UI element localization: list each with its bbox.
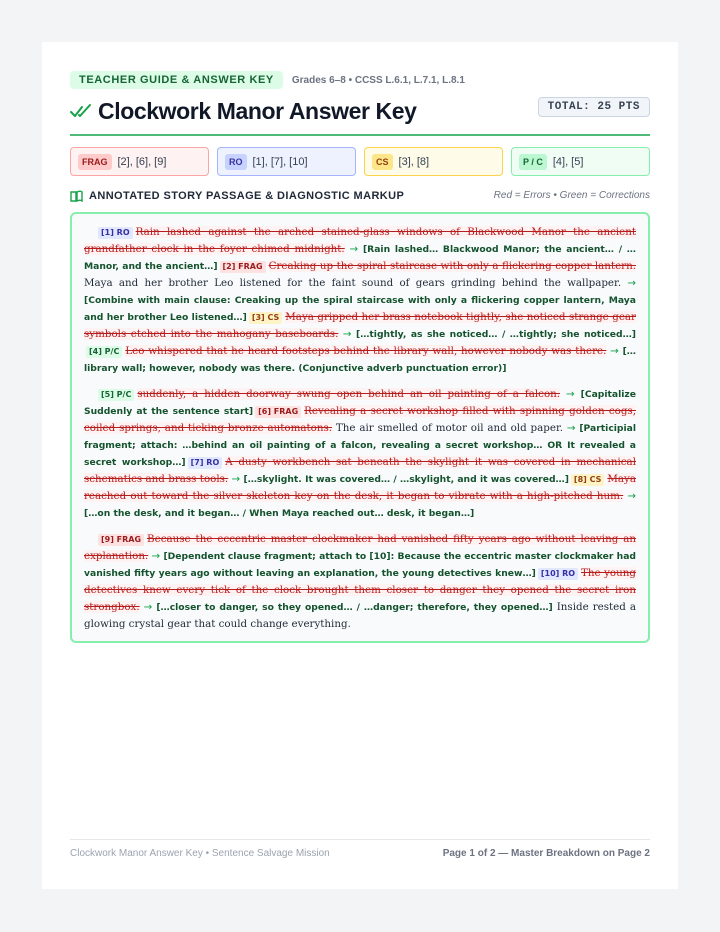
error-type-legend	[70, 147, 650, 176]
correction-text: […library wall; however, nobody was there. (Conjunctive adverb punctuation error)]	[84, 346, 636, 374]
passage-paragraph	[84, 531, 636, 633]
error-number-badge: [1] RO	[98, 227, 133, 239]
error-number-badge: [2] FRAG	[220, 261, 266, 273]
correction-text: [Participial fragment; attach: …behind an oil painting of a falcon, revealing a secret workshop… OR It revealed a secret workshop…]	[84, 423, 636, 468]
footer-divider	[70, 839, 650, 840]
correction-arrow: →	[560, 388, 581, 400]
error-text: A dusty workbench sat beneath the skylight it was covered in mechanical schematics and brass tools.	[84, 456, 636, 485]
error-text: Maya reached out toward the silver skeleton key on the desk, it began to vibrate with a high-pitched hum.	[84, 473, 636, 502]
page-indicator: Page 1 of 2 — Master Breakdown on Page 2	[442, 848, 650, 859]
passage-text: Maya and her brother Leo listened for the faint sound of gears grinding behind the wallpaper.	[84, 277, 628, 289]
answer-key-page	[42, 42, 678, 889]
error-text: The young detectives knew every tick of the clock brought them closer to danger they opened the secret iron strongbox.	[84, 567, 636, 613]
section-header	[70, 188, 650, 204]
passage-text: The air smelled of motor oil and old paper.	[332, 422, 567, 434]
teacher-guide-badge: TEACHER GUIDE & ANSWER KEY	[70, 71, 283, 89]
correction-arrow: →	[606, 345, 623, 357]
total-points-badge: TOTAL: 25 PTS	[538, 97, 650, 117]
legend-items: [4], [5]	[552, 155, 584, 168]
error-text: Rain lashed against the arched stained-glass windows of Blackwood Manor the ancient grandfather clock in the foyer chimed midnight.	[84, 226, 636, 255]
error-text: Leo whispered that he heard footsteps behind the library wall, however nobody was there.	[125, 345, 607, 357]
error-number-badge: [7] RO	[188, 457, 223, 469]
legend-frag	[70, 147, 209, 176]
color-key-note: Red = Errors • Green = Corrections	[493, 190, 650, 201]
legend-tag: RO	[225, 154, 247, 170]
correction-arrow: →	[148, 550, 164, 562]
footer-title: Clockwork Manor Answer Key • Sentence Salvage Mission	[70, 848, 330, 859]
correction-arrow: →	[139, 601, 157, 613]
error-number-badge: [10] RO	[538, 568, 578, 580]
passage-paragraph	[84, 386, 636, 522]
legend-tag: P / C	[519, 154, 547, 170]
error-text: Maya gripped her brass notebook tightly, she noticed strange gear symbols etched into the mahogany baseboards.	[84, 311, 636, 340]
correction-arrow: →	[627, 277, 636, 289]
correction-text: […on the desk, and it began… / When Maya reached out… desk, it began…]	[84, 508, 475, 519]
legend-items: [2], [6], [9]	[117, 155, 167, 168]
page-content	[70, 70, 650, 643]
title-row	[70, 94, 650, 128]
legend-tag: FRAG	[78, 154, 112, 170]
legend-cs	[364, 147, 503, 176]
passage-text: Inside rested a glowing crystal gear that could change everything.	[84, 601, 636, 630]
error-number-badge: [5] P/C	[98, 389, 134, 401]
legend-items: [3], [8]	[398, 155, 430, 168]
error-number-badge: [9] FRAG	[98, 534, 144, 546]
correction-arrow: →	[623, 490, 636, 502]
grades-standards: Grades 6–8 • CCSS L.6.1, L.7.1, L.8.1	[291, 74, 465, 86]
correction-text: [Rain lashed… Blackwood Manor; the ancient… / …Manor, and the ancient…]	[84, 244, 636, 272]
error-text: suddenly, a hidden doorway swung open behind an oil painting of a falcon.	[137, 388, 561, 400]
section-title: ANNOTATED STORY PASSAGE & DIAGNOSTIC MARKUP	[89, 190, 405, 202]
correction-text: [Dependent clause fragment; attach to [10]: Because the eccentric master clockmaker had vanished fifty years ago without leaving an explanation, the young detectives knew…]	[84, 551, 636, 579]
legend-items: [1], [7], [10]	[252, 155, 308, 168]
legend-tag: CS	[372, 154, 393, 170]
correction-arrow: →	[344, 243, 363, 255]
correction-arrow: →	[338, 328, 357, 340]
correction-arrow: →	[566, 422, 580, 434]
error-text: Creaking up the spiral staircase with only a flickering copper lantern.	[268, 260, 636, 272]
title-divider	[70, 134, 650, 136]
correction-text: [Capitalize Suddenly at the sentence start]	[84, 389, 636, 417]
error-number-badge: [8] CS	[571, 474, 604, 486]
correction-arrow: →	[228, 473, 244, 485]
annotated-passage	[70, 212, 650, 643]
error-number-badge: [6] FRAG	[255, 406, 301, 418]
correction-text: [Combine with main clause: Creaking up the spiral staircase with only a flickering copper lantern, Maya and her brother Leo listened…]	[84, 295, 636, 323]
open-book-icon	[70, 190, 83, 202]
error-number-badge: [3] CS	[249, 312, 282, 324]
error-number-badge: [4] P/C	[86, 346, 122, 358]
page-title: Clockwork Manor Answer Key	[98, 97, 417, 124]
correction-text: […tightly, as she noticed… / …tightly; she noticed…]	[356, 329, 636, 340]
error-text: Revealing a secret workshop filled with spinning golden cogs, coiled springs, and ticking bronze automatons.	[84, 405, 636, 434]
legend-ro	[217, 147, 356, 176]
correction-text: […skylight. It was covered… / …skylight, and it was covered…]	[243, 474, 569, 485]
legend-pc	[511, 147, 650, 176]
error-text: Because the eccentric master clockmaker had vanished fifty years ago without leaving an explanation.	[84, 533, 636, 562]
header-meta	[70, 70, 650, 90]
double-check-icon	[70, 100, 92, 122]
correction-text: […closer to danger, so they opened… / …danger; therefore, they opened…]	[156, 602, 553, 613]
passage-paragraph	[84, 224, 636, 377]
